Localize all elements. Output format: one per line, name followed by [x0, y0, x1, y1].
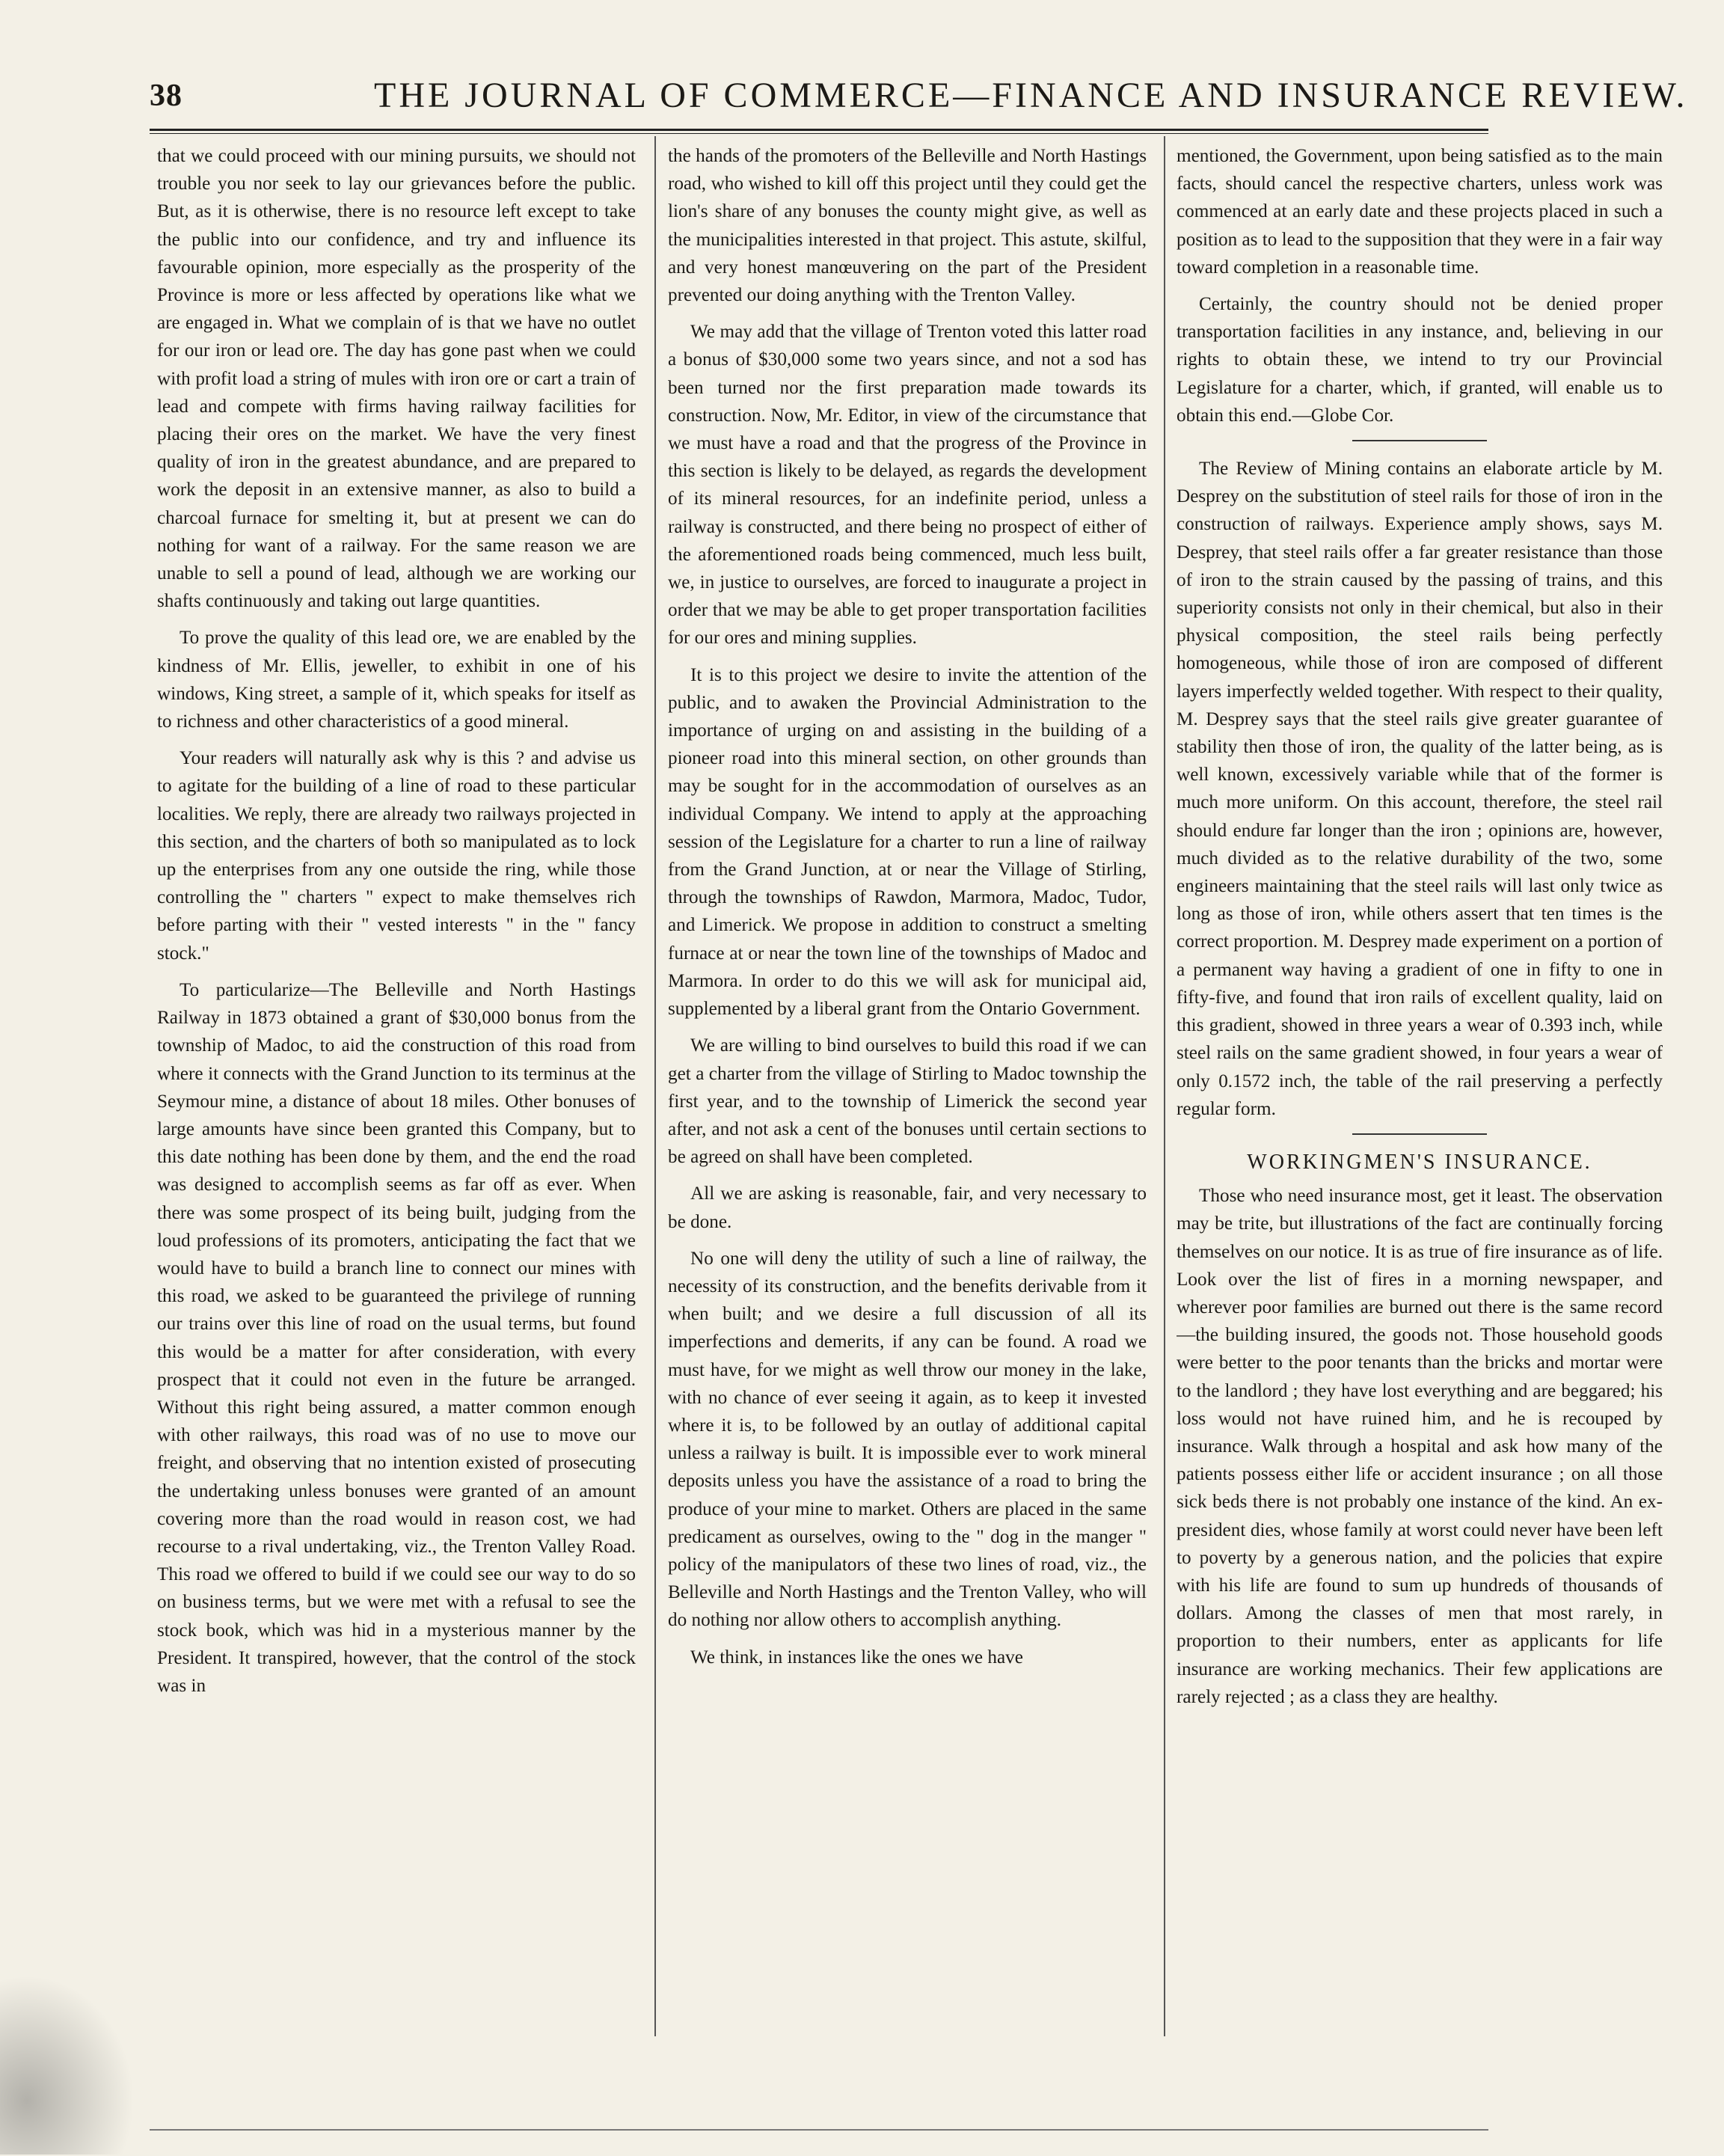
column-divider: [1164, 136, 1165, 2036]
article-paragraph: To prove the quality of this lead ore, we are enabled by the kindness of Mr. Ellis, jeweller, to exhibit in one of his windows, King street, a sample of it, which speaks for itself as to richness and other characteristics of a good mineral.: [157, 628, 636, 732]
scan-edge-shadow: [0, 1975, 135, 2155]
column-3: [1177, 142, 1663, 2102]
column-divider: [654, 136, 656, 2036]
section-divider: [1352, 440, 1487, 441]
article-paragraph: that we could proceed with our mining pursuits, we should not trouble you nor seek to lay our grievances before the public. But, as it is otherwise, there is no resource left except to take the public into our confidence, and try and influence its favourable opinion, more especially as the prosperity of the Province is more or less affected by operations like what we are engaged in. What we complain of is that we have no outlet for our iron or lead ore. The day has gone past when we could with profit load a string of mules with iron ore or cart a train of lead and compete with firms having railway facilities for placing their ores on the market. We have the very finest quality of iron in the greatest abundance, and are prepared to work the deposit in an extensive manner, as also to build a charcoal furnace for smelting it, but at present we can do nothing for want of a railway. For the same reason we are unable to sell a pound of lead, although we are working our shafts continuously and taking out large quantities.: [157, 146, 636, 612]
article-paragraph: It is to this project we desire to invite the attention of the public, and to awaken the Provincial Administration to the importance of urging on and assisting in the building of a pioneer road into this mineral section, on other grounds than may be sought for in the accommodation of ourselves as an individual Company. We intend to apply at the approaching session of the Legislature for a charter to run a line of railway from the Grand Junction, at or near the Village of Stirling, through the townships of Rawdon, Marmora, Madoc, Tudor, and Limerick. We propose in addition to construct a smelting furnace at or near the town line of the townships of Madoc and Marmora. In order to do this we will ask for municipal aid, supplemented by a liberal grant from the Ontario Government.: [668, 664, 1147, 1020]
article-paragraph: All we are asking is reasonable, fair, and very necessary to be done.: [668, 1183, 1147, 1232]
article-paragraph: Those who need insurance most, get it least. The observation may be trite, but illustrations of the fact are continually forcing themselves on our notice. It is as true of fire insurance as of life. Look over the list of fires in a morning newspaper, and wherever poor families are burned out there is the same record—the building insured, the goods not. Those household goods were better to the poor tenants than the bricks and mortar were to the landlord ; they have lost everything and are beggared; his loss would not have ruined him, and he is recouped by insurance. Walk through a hospital and ask how many of the patients possess either life or accident insurance ; on all those sick beds there is not probably one instance of the kind. An ex-president dies, whose family at worst could never have been left to poverty by a generous nation, and the policies that expire with his life are found to sum up hundreds of thousands of dollars. Among the classes of men that most rarely, in proportion to their numbers, enter as applicants for life insurance are working mechanics. Their few applications are rarely rejected ; as a class they are healthy.: [1177, 1186, 1663, 1707]
column-1: [157, 142, 636, 2102]
article-paragraph: mentioned, the Government, upon being satisfied as to the main facts, should cancel the respective charters, unless work was commenced at an early date and these projects placed in such a position as to lead to the supposition that they were in a fair way toward completion in a reasonable time.: [1177, 146, 1663, 278]
article-paragraph: Your readers will naturally ask why is this ? and advise us to agitate for the building of a line of road to these particular localities. We reply, there are already two railways projected in this section, and the charters of both so manipulated as to lock up the enterprises from any one outside the ring, while those controlling the " charters " expect to make themselves rich before parting with their " vested interests " in the " fancy stock.": [157, 748, 636, 964]
article-paragraph: We may add that the village of Trenton voted this latter road a bonus of $30,000 some two years since, and not a sod has been turned nor the first preparation made towards its construction. Now, Mr. Editor, in view of the circumstance that we must have a road and that the progress of the Province in this section is likely to be delayed, as regards the development of its mineral resources, for an indefinite period, unless a railway is constructed, and there being no prospect of either of the aforementioned roads being commenced, much less built, we, in justice to ourselves, are forced to inaugurate a project in order that we may be able to get proper transportation facilities for our ores and mining supplies.: [668, 322, 1147, 649]
article-paragraph: We are willing to bind ourselves to build this road if we can get a charter from the village of Stirling to Madoc township the first year, and to the township of Limerick the second year after, and not ask a cent of the bonuses until certain sections to be agreed on shall have been completed.: [668, 1035, 1147, 1168]
article-paragraph: No one will deny the utility of such a line of railway, the necessity of its construction, and the benefits derivable from it when built; and we desire a full discussion of all its imperfections and demerits, if any can be found. A road we must have, for we might as well throw our money in the lake, with no chance of ever seeing it again, as to keep it invested where it is, to be followed by an outlay of additional capital unless a railway is built. It is impossible ever to work mineral deposits unless you have the assistance of a road to bring the produce of your mine to market. Others are placed in the same predicament as ourselves, owing to the " dog in the manger " policy of the manipulators of these two lines of road, viz., the Belleville and North Hastings and the Trenton Valley, who will do nothing nor allow others to accomplish anything.: [668, 1248, 1147, 1631]
article-paragraph: We think, in instances like the ones we have: [690, 1647, 1023, 1667]
article-paragraph: the hands of the promoters of the Belleville and North Hastings road, who wished to kill off this project until they could get the lion's share of any bonuses the county might give, as well as the municipalities interested in that project. This astute, skilful, and very honest manœuvering on the part of the President prevented our doing anything with the Trenton Valley.: [668, 146, 1147, 306]
column-2: [668, 142, 1147, 2102]
section-heading: WORKINGMEN'S INSURANCE.: [1247, 1150, 1592, 1174]
running-title: THE JOURNAL OF COMMERCE—FINANCE AND INSURANCE REVIEW.: [374, 76, 1688, 115]
section-divider: [1352, 1133, 1487, 1135]
article-paragraph: The Review of Mining contains an elaborate article by M. Desprey on the substitution of steel rails for those of iron in the construction of railways. Experience amply shows, says M. Desprey, that steel rails offer a far greater resistance than those of iron to the strain caused by the passing of trains, and this superiority consists not only in their chemical, but also in their physical composition, the steel rails being perfectly homogeneous, while those of iron are composed of different layers imperfectly welded together. With respect to their quality, M. Desprey says that the steel rails give greater guarantee of stability then those of iron, the quality of the latter being, as is well known, excessively variable while that of the former is much more uniform. On this account, therefore, the steel rail should endure far longer than the iron ; opinions are, however, much divided as to the relative durability of the two, some engineers maintaining that the steel rails will last only twice as long as those of iron, while others assert that ten times is the correct proportion. M. Desprey made experiment on a portion of a permanent way having a gradient of one in fifty to one in fifty-five, and found that iron rails of excellent quality, laid on this gradient, showed in three years a wear of 0.393 inch, while steel rails on the same gradient showed, in four years a wear of only 0.1572 inch, the table of the rail preserving a perfectly regular form.: [1177, 459, 1663, 1119]
header-rule: [150, 129, 1488, 134]
article-paragraph: Certainly, the country should not be denied proper transportation facilities in any instance, and, believing in our rights to obtain these, we intend to try our Provincial Legislature for a charter, which, if granted, will enable us to obtain this end.—Globe Cor.: [1177, 294, 1663, 426]
page-number: 38: [150, 79, 182, 113]
article-paragraph: To particularize—The Belleville and North Hastings Railway in 1873 obtained a grant of $30,000 bonus from the township of Madoc, to aid the construction of this road from where it connects with the Grand Junction to its terminus at the Seymour mine, a distance of about 18 miles. Other bonuses of large amounts have since been granted this Company, but to this date nothing has been done by them, and the end the road was designed to accomplish seems as far off as ever. When there was some prospect of its being built, judging from the loud professions of its promoters, anticipating the fact that we would have to build a branch line to connect our mines with this road, we asked to be guaranteed the privilege of running our trains over this line of road on the usual terms, but found this would be a matter for after consideration, with every prospect that it could not even in the future be arranged. Without this right being assured, a matter common enough with other railways, this road was of no use to move our freight, and observing that no intention existed of prosecuting the undertaking unless bonuses were granted of an amount covering more than the road would in reason cost, we had recourse to a rival undertaking, viz., the Trenton Valley Road. This road we offered to build if we could see our way to do so on business terms, but we were met with a refusal to see the stock book, which was hid in a mysterious manner by the President. It transpired, however, that the control of the stock was in: [157, 979, 636, 1696]
bottom-rule: [150, 2129, 1488, 2131]
page-header: [150, 75, 1688, 124]
